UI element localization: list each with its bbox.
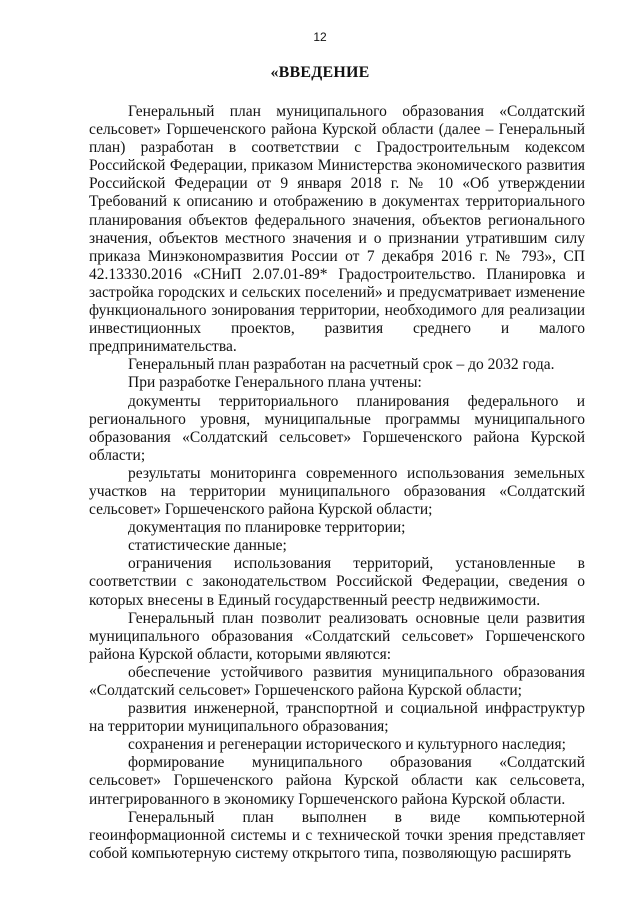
list-item-planning-documentation: документация по планировке территории; bbox=[128, 519, 406, 537]
paragraph-gis: Генеральный план выполнен в виде компьютерной геоинформационной системы и с технической точки зрения представляет собой компьютерную систему открытого типа, позволяющую расширять bbox=[89, 808, 585, 862]
document-body bbox=[89, 103, 585, 863]
page-number: 12 bbox=[313, 30, 327, 44]
list-item-planning-documents: документы территориального планирования федерального и регионального уровня, муниципальные программы муниципального образования «Солдатский сельсовет» Горшеченского района Курской области; bbox=[89, 392, 585, 464]
list-item-restrictions: ограничения использования территорий, установленные в соответствии с законодательством Российской Федерации, сведения о которых внесены в Единый государственный реестр недвижимости. bbox=[89, 555, 585, 609]
list-item-infrastructure: развития инженерной, транспортной и социальной инфраструктур на территории муниципального образования; bbox=[89, 700, 585, 736]
list-item-sustainable-development: обеспечение устойчивого развития муниципального образования «Солдатский сельсовет» Горшеченского района Курской области; bbox=[89, 663, 585, 699]
paragraph-goals: Генеральный план позволит реализовать основные цели развития муниципального образования «Солдатский сельсовет» Горшеченского района Курской области, которыми являются: bbox=[89, 609, 585, 663]
list-item-monitoring-results: результаты мониторинга современного использования земельных участков на территории муниципального образования «Солдатский сельсовет» Горшеченского района Курской области; bbox=[89, 464, 585, 519]
list-item-heritage: сохранения и регенерации исторического и культурного наследия; bbox=[128, 736, 566, 754]
paragraph-intro: Генеральный план муниципального образования «Солдатский сельсовет» Горшеченского района Курской области (далее – Генеральный план) разработан в соответствии с Градостроительным кодексом Российской Федерации, приказом Министерства экономического развития Российской Федерации от 9 января 2018 г. № 10 «Об утверждении Требований к описанию и отображению в документах территориального планирования объектов федерального значения, объектов регионального значения, объектов местного значения и о признании утратившим силу приказа Минэкономразвития России от 7 декабря 2016 г. № 793», СП 42.13330.2016 «СНиП 2.07.01-89* Градостроительство. Планировка и застройка городских и сельских поселений» и предусматривает изменение функционального зонирования территории, необходимого для реализации инвестиционных проектов, развития среднего и малого предпринимательства. bbox=[89, 103, 585, 356]
list-item-integration: формирование муниципального образования «Солдатский сельсовет» Горшеченского района Курской области как сельсовета, интегрированного в экономику Горшеченского района Курской области. bbox=[89, 754, 585, 808]
paragraph-considered: При разработке Генерального плана учтены: bbox=[128, 374, 422, 392]
list-item-statistics: статистические данные; bbox=[128, 537, 287, 555]
paragraph-term: Генеральный план разработан на расчетный срок – до 2032 года. bbox=[128, 356, 555, 374]
section-heading: «ВВЕДЕНИЕ bbox=[270, 64, 370, 81]
